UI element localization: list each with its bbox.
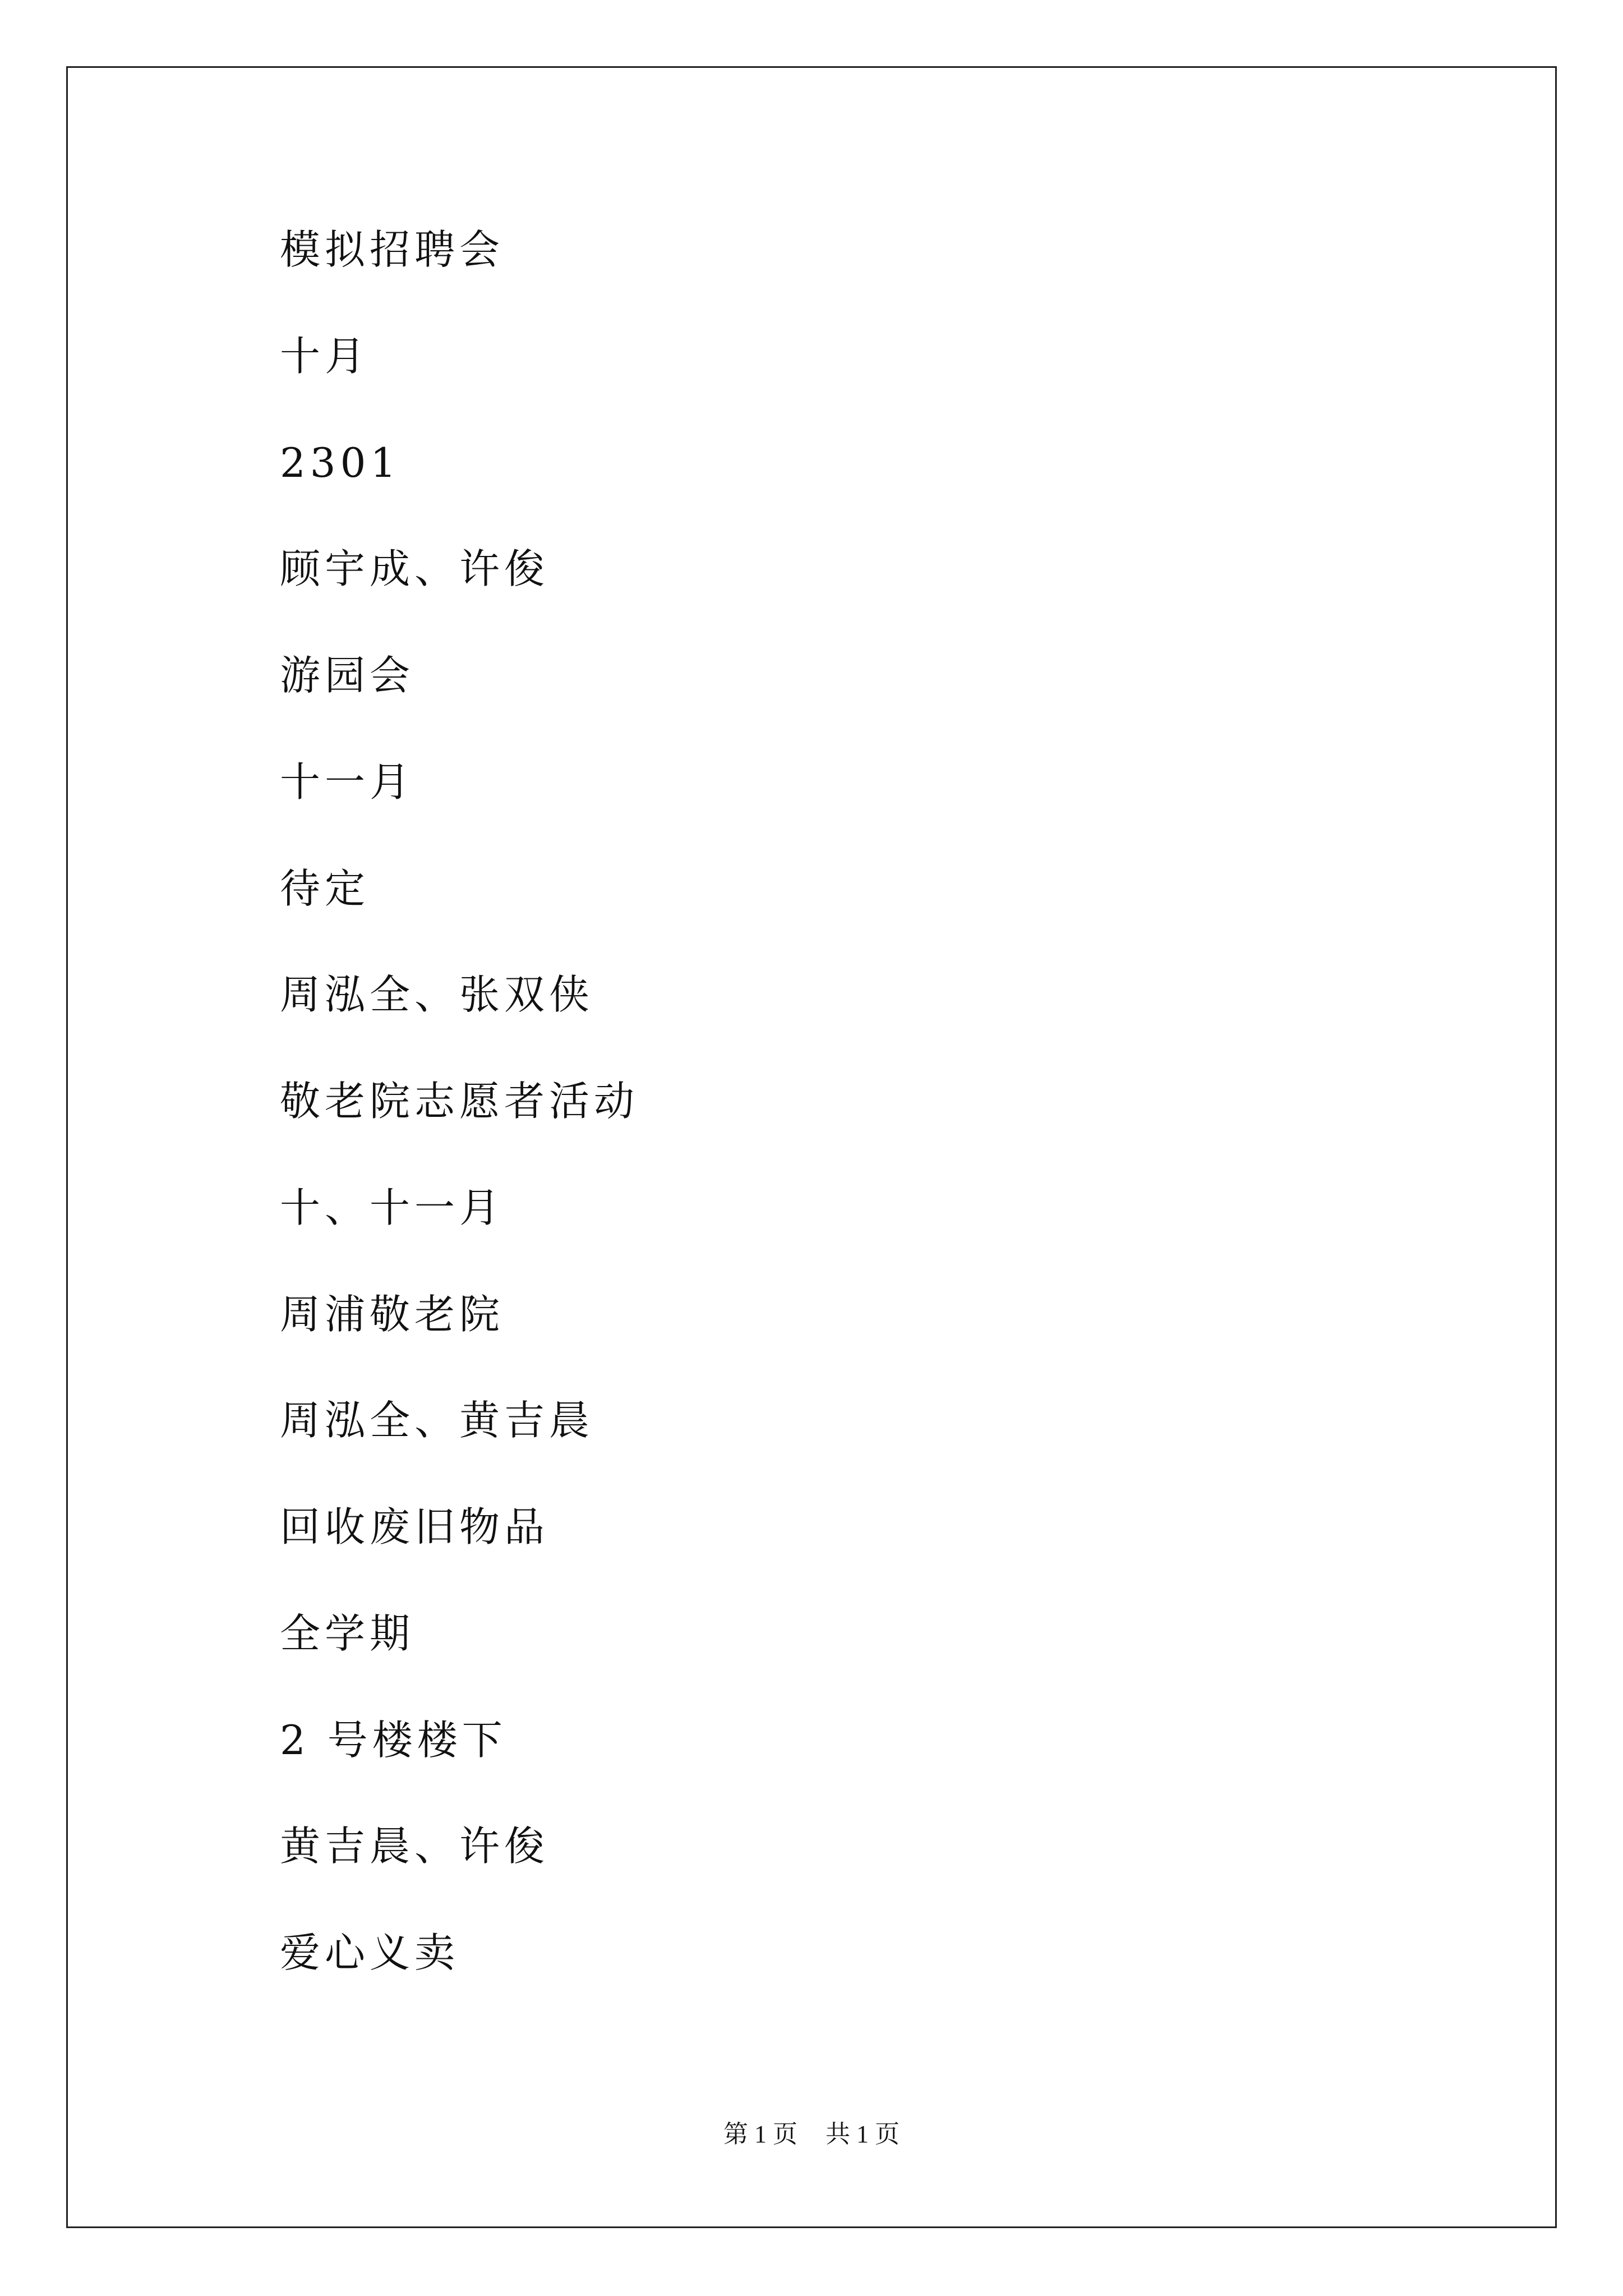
text-line: 周浦敬老院 [280,1291,505,1338]
text-line: 回收废旧物品 [280,1503,550,1550]
text-line: 周泓全、黄吉晨 [280,1397,594,1444]
page-number: 第 1 页 [723,2120,797,2148]
text-line: 十月 [280,333,370,380]
text-line: 顾宇成、许俊 [280,545,550,592]
text-line: 2 号楼楼下 [280,1717,507,1764]
text-line: 游园会 [280,652,415,699]
text-line: 十一月 [280,758,415,806]
page-count: 共 1 页 [826,2120,900,2148]
text-line: 待定 [280,865,370,912]
page-border [66,66,1557,2228]
text-line: 全学期 [280,1610,415,1657]
text-line: 黄吉晨、许俊 [280,1823,550,1870]
page-footer [0,2118,1623,2151]
text-line: 模拟招聘会 [280,226,505,273]
text-line: 十、十一月 [280,1184,505,1231]
text-line: 周泓全、张双侠 [280,971,594,1018]
text-line: 爱心义卖 [280,1929,460,1976]
text-line: 2301 [280,439,401,486]
text-line: 敬老院志愿者活动 [280,1078,639,1125]
